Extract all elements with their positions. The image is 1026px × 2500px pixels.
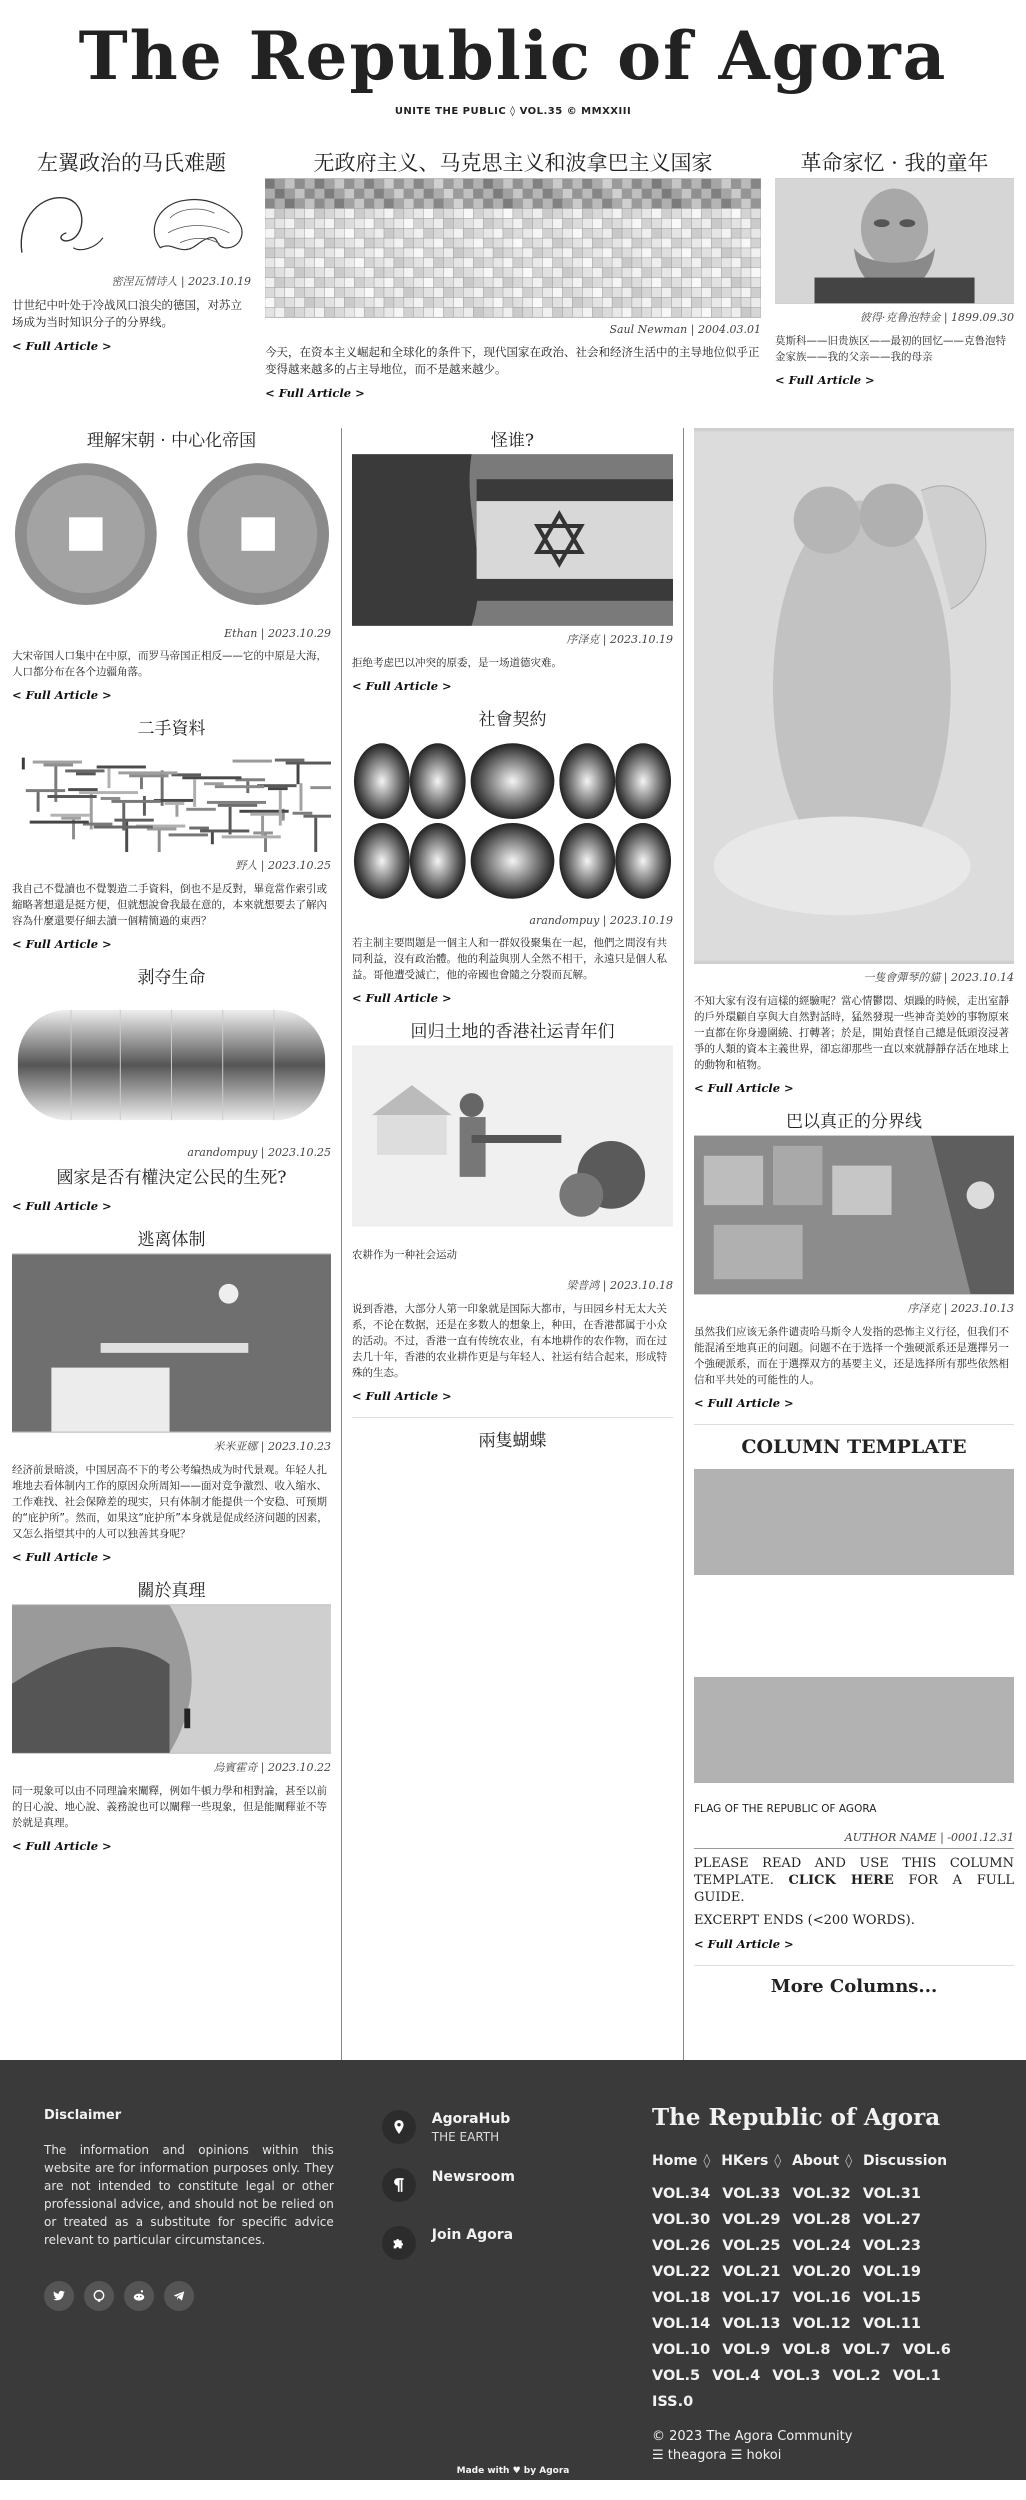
byline: Saul Newman | 2004.03.01 [609, 323, 761, 336]
date: 2023.10.19 [188, 275, 252, 288]
date: 2023.10.22 [268, 1761, 331, 1774]
author[interactable]: 序泽克 [566, 633, 600, 646]
twitter-icon[interactable] [44, 2281, 74, 2311]
article-two-butterflies [352, 1417, 673, 1454]
full-article-link[interactable]: < Full Article > [694, 1937, 794, 1951]
nav-discussion[interactable]: Discussion [863, 2153, 948, 2169]
link-title[interactable]: AgoraHub [431, 2111, 511, 2127]
image-caption: 农耕作为一种社会运动 [352, 1249, 457, 1261]
paragraph-icon [382, 2168, 416, 2202]
byline: 彼得·克鲁泡特金 | 1899.09.30 [859, 311, 1015, 324]
excerpt: 拒绝考虑巴以冲突的原委，是一场道德灾难。 [352, 657, 562, 669]
date: 2023.10.19 [610, 633, 673, 646]
excerpt: 虽然我们应该无条件谴责哈马斯令人发指的恐怖主义行径，但我们不能混淆至地真正的问题。问题不在于选择一个強硬派系还是選擇另一个強硬派系，而在于選擇双方的基要主义，还是选择所有那些依然相信和平共处的可能性的人。 [694, 1326, 1009, 1386]
city-street-photo [694, 1135, 1014, 1295]
link-subtitle: THE EARTH [431, 2130, 500, 2144]
volume-link[interactable]: VOL.10 [652, 2342, 711, 2358]
byline: 野人 | 2023.10.25 [235, 859, 331, 872]
newspaper-reader-image [12, 1253, 331, 1433]
masthead [0, 0, 1026, 148]
disclaimer-title: Disclaimer [44, 2108, 122, 2123]
disclaimer-text: The information and opinions within this website are for information purposes only. They are not intended to constitute legal or other professional advice, and should not be relied on or treated as a substitute for specific advice relevant to particular circumstances. [44, 2143, 334, 2247]
volume-link[interactable]: VOL.24 [792, 2238, 851, 2254]
site-title[interactable]: The Republic of Agora [78, 17, 948, 95]
volume-link[interactable]: VOL.26 [652, 2238, 711, 2254]
main-columns [0, 428, 1026, 2060]
article-column-template [694, 1424, 1014, 1951]
volume-link[interactable]: VOL.11 [862, 2316, 921, 2332]
volume-link[interactable]: VOL.6 [902, 2342, 951, 2358]
volume-link[interactable]: VOL.29 [722, 2212, 781, 2228]
author[interactable]: 梁普鸿 [566, 1279, 600, 1292]
article-title[interactable]: 剥夺生命 [137, 968, 206, 988]
full-article-link[interactable]: < Full Article > [774, 373, 875, 387]
article-title[interactable]: 國家是否有權決定公民的生死? [56, 1168, 287, 1188]
article-taking-life [12, 965, 331, 1213]
footer-nav [652, 2104, 982, 2480]
volume-link[interactable]: VOL.4 [712, 2368, 761, 2384]
article-title[interactable]: 无政府主义、马克思主义和波拿巴主义国家 [313, 151, 713, 175]
author[interactable]: 米米亚娜 [213, 1440, 258, 1453]
article-title[interactable]: 巴以真正的分界线 [786, 1112, 922, 1132]
volume-link[interactable]: VOL.17 [722, 2290, 781, 2306]
excerpt [694, 1848, 1014, 1906]
article-title[interactable]: 回归土地的香港社运青年们 [410, 1022, 615, 1042]
column-right [684, 428, 1018, 2060]
article-song-dynasty [12, 428, 331, 702]
footer-links [382, 2108, 652, 2480]
byline: 梁普鸿 | 2023.10.18 [566, 1279, 673, 1292]
author[interactable]: Ethan [224, 627, 258, 640]
volume-link[interactable]: VOL.13 [722, 2316, 781, 2332]
full-article-link[interactable]: < Full Article > [12, 339, 112, 353]
top-article-2 [263, 148, 763, 428]
volume-link[interactable]: VOL.3 [772, 2368, 821, 2384]
byline: 序泽克 | 2023.10.13 [907, 1302, 1014, 1315]
article-title[interactable]: 左翼政治的马氏难题 [37, 151, 227, 175]
separator: ◊ [774, 2153, 782, 2169]
volume-link[interactable]: VOL.5 [652, 2368, 701, 2384]
author[interactable]: 彼得·克鲁泡特金 [859, 311, 941, 324]
excerpt: 若主制主要問題是一個主人和一群奴役聚集在一起，他們之間沒有共同利益，沒有政治體。他的利益與別人全然不相干，永遠只是個人私益。哥他遭受滅亡，他的帝國也會隨之分裂而瓦解。 [352, 937, 667, 981]
article-title[interactable]: 關於真理 [137, 1581, 206, 1601]
author[interactable]: arandompuy [529, 914, 600, 927]
volume-links [652, 2181, 982, 2415]
volume-link[interactable]: VOL.19 [862, 2264, 921, 2280]
top-article-1 [10, 148, 253, 428]
excerpt-text: FOR A FULL GUIDE. [694, 1873, 1014, 1905]
byline: arandompuy | 2023.10.25 [187, 1146, 331, 1159]
footer-brand[interactable]: The Republic of Agora [652, 2104, 941, 2131]
nav-hkers[interactable]: HKers [721, 2153, 769, 2169]
user-links[interactable]: ☰ theagora ☰ hokoi [652, 2448, 782, 2463]
grid-mosaic-image [265, 178, 761, 318]
guide-link[interactable]: CLICK HERE [788, 1873, 894, 1888]
date: 2023.10.25 [268, 1146, 331, 1159]
excerpt: 大宋帝国人口集中在中原，而罗马帝国正相反——它的中原是大海，人口都分布在各个边疆角落。 [12, 650, 327, 678]
full-article-link[interactable]: < Full Article > [694, 1396, 794, 1410]
farmer-illustration [352, 1045, 673, 1227]
article-title[interactable]: 兩隻蝴蝶 [478, 1431, 547, 1451]
column-left [8, 428, 342, 2060]
date: -0001.12.31 [947, 1831, 1014, 1844]
column-middle [342, 428, 684, 2060]
excerpt: 同一現象可以由不同理論來闡釋，例如牛頓力學和相對論，甚至以前的日心說、地心說、義務說也可以闡釋一些現象，但是能闡釋並不等於就是真理。 [12, 1785, 327, 1829]
nav-home[interactable]: Home [652, 2153, 698, 2169]
link-title[interactable]: Newsroom [431, 2169, 516, 2185]
volume-link[interactable]: VOL.20 [792, 2264, 851, 2280]
article-title[interactable]: 革命家忆 · 我的童年 [800, 151, 989, 175]
full-article-link[interactable]: < Full Article > [352, 679, 452, 693]
byline: 米米亚娜 | 2023.10.23 [213, 1440, 331, 1453]
agorahub-link[interactable] [382, 2110, 652, 2144]
volume-link[interactable]: VOL.27 [862, 2212, 921, 2228]
volume-link[interactable]: VOL.32 [792, 2186, 851, 2202]
volume-link[interactable]: VOL.2 [832, 2368, 881, 2384]
nav-about[interactable]: About [792, 2153, 840, 2169]
volume-link[interactable]: VOL.7 [842, 2342, 891, 2358]
more-columns-link[interactable]: More Columns... [770, 1976, 938, 1997]
excerpt-end: EXCERPT ENDS (<200 WORDS). [694, 1913, 915, 1928]
social-links [44, 2281, 334, 2311]
volume-link[interactable]: VOL.12 [792, 2316, 851, 2332]
author[interactable]: 一隻會彈琴的貓 [863, 971, 941, 984]
telegram-icon[interactable] [164, 2281, 194, 2311]
volume-link[interactable]: VOL.31 [862, 2186, 921, 2202]
copyright: © 2023 The Agora Community [652, 2429, 853, 2444]
article-escape-system [12, 1227, 331, 1564]
author[interactable]: 烏賓霍奇 [213, 1761, 258, 1774]
volume-link[interactable]: VOL.23 [862, 2238, 921, 2254]
article-title[interactable]: 逃离体制 [137, 1230, 206, 1250]
puzzle-icon [382, 2226, 416, 2260]
article-secondhand [12, 716, 331, 951]
footer-disclaimer [44, 2108, 334, 2480]
author[interactable]: Saul Newman [609, 323, 688, 336]
volume-link[interactable]: VOL.30 [652, 2212, 711, 2228]
byline: 序泽克 | 2023.10.19 [566, 633, 673, 646]
volume-link[interactable]: VOL.15 [862, 2290, 921, 2306]
top-article-3 [773, 148, 1016, 428]
date: 2023.10.13 [951, 1302, 1014, 1315]
article-truth [12, 1578, 331, 1853]
newsroom-link[interactable] [382, 2168, 652, 2202]
article-title[interactable]: 怪谁? [490, 431, 535, 451]
full-article-link[interactable]: < Full Article > [352, 1389, 452, 1403]
author[interactable]: AUTHOR NAME [844, 1831, 937, 1844]
footer [0, 2060, 1026, 2480]
top-row [0, 148, 1026, 428]
full-article-link[interactable]: < Full Article > [265, 386, 365, 400]
volume-link[interactable]: VOL.16 [792, 2290, 851, 2306]
surreal-landscape-image [12, 1604, 331, 1754]
article-social-contract [352, 707, 673, 1005]
excerpt: 不知大家有沒有這樣的經驗呢？當心情鬱悶、煩躁的時候，走出室靜的戶外環顧自享與大自然對話時，猛然發現一些神奇美妙的事物原來一直都在你身邊圍繞、打轉著；於是，開始責怪自己總是低頭沒浸著爭的人類的資本主義世界，卻忘卻那些一直以來就靜靜存活在地球上的動物和植物。 [694, 995, 1009, 1071]
volume-link[interactable]: VOL.14 [652, 2316, 711, 2332]
date: 1899.09.30 [951, 311, 1015, 324]
volume-link[interactable]: VOL.25 [722, 2238, 781, 2254]
date: 2023.10.14 [951, 971, 1014, 984]
template-image-bottom [694, 1677, 1014, 1783]
flags-wall-image [352, 454, 673, 626]
join-agora-link[interactable] [382, 2226, 652, 2260]
full-article-link[interactable]: < Full Article > [12, 1839, 112, 1853]
volume-link[interactable]: VOL.8 [782, 2342, 831, 2358]
article-title[interactable]: 社會契約 [478, 710, 547, 730]
location-pin-icon [382, 2110, 416, 2144]
article-nature [694, 428, 1014, 1095]
date: 2023.10.25 [268, 859, 331, 872]
author[interactable]: 野人 [235, 859, 258, 872]
footer-nav-links [652, 2153, 982, 2169]
made-with-credit: Made with ♥ by Agora [456, 2466, 570, 2476]
byline: arandompuy | 2023.10.19 [529, 914, 673, 927]
volume-link[interactable]: ISS.0 [652, 2394, 694, 2410]
excerpt: 经济前景暗淡，中国居高不下的考公考编热成为时代景观。年轻人扎堆地去看体制内工作的原因众所周知——面对竞争激烈、收入缩水、工作难找、社会保障差的现实，只有体制才能提供一个安稳、可预期的“庇护所”。然而，如果这“庇护所”本身就是促成经济问题的因素，又怎么指望其中的人可以独善其身呢？ [12, 1464, 328, 1540]
volume-link[interactable]: VOL.1 [892, 2368, 941, 2384]
date: 2023.10.19 [610, 914, 673, 927]
article-title[interactable]: 理解宋朝 · 中心化帝国 [86, 431, 257, 451]
excerpt: 廿世纪中叶处于冷战风口浪尖的德国，对苏立场成为当时知识分子的分界线。 [12, 298, 242, 329]
article-who-to-blame [352, 428, 673, 693]
excerpt: 说到香港，大部分人第一印象就是国际大都市，与田园乡村无太大关系，不论在数据，还是在多数人的想象上，种田，在香港都属于小众的活动。不过，香港一直有传统农业，有本地耕作的农作物，而在过去几十年，香港的农业耕作更是与年轻人、社运有结合起来，形成特殊的生态。 [352, 1303, 667, 1379]
date: 2023.10.18 [610, 1279, 673, 1292]
kropotkin-portrait [775, 178, 1014, 304]
byline: 一隻會彈琴的貓 | 2023.10.14 [863, 971, 1014, 984]
date: 2023.10.29 [268, 627, 331, 640]
author[interactable]: 密涅瓦情诗人 [111, 275, 178, 288]
separator: ◊ [845, 2153, 853, 2169]
author[interactable]: 序泽克 [907, 1302, 941, 1315]
volume-link[interactable]: VOL.18 [652, 2290, 711, 2306]
volume-link[interactable]: VOL.22 [652, 2264, 711, 2280]
link-title[interactable]: Join Agora [431, 2227, 514, 2243]
excerpt: 我自己不覺讀也不覺製造二手資料，倒也不是反對，畢竟當作索引或縮略著想還是挺方便，但就想說會我最在意的，本來就想要去了解內容為什麼還要仔細去讀一個精簡過的東西？ [12, 883, 327, 927]
byline: Ethan | 2023.10.29 [224, 627, 331, 640]
full-article-link[interactable]: < Full Article > [352, 991, 452, 1005]
article-real-border [694, 1109, 1014, 1410]
article-title[interactable]: 二手資料 [137, 719, 206, 739]
more-columns [694, 1965, 1014, 2002]
ancient-coins-image [12, 454, 331, 622]
github-icon[interactable] [84, 2281, 114, 2311]
byline: 烏賓霍奇 | 2023.10.22 [213, 1761, 331, 1774]
article-hk-farming [352, 1019, 673, 1403]
excerpt: 莫斯科——旧贵族区——最初的回忆——克鲁泡特金家族——我的父亲——我的母亲 [774, 335, 1006, 363]
volume-link[interactable]: VOL.33 [722, 2186, 781, 2202]
separator: ◊ [703, 2153, 711, 2169]
full-article-link[interactable]: < Full Article > [694, 1081, 794, 1095]
template-image-middle [694, 1575, 1014, 1677]
volume-link[interactable]: VOL.28 [792, 2212, 851, 2228]
full-article-link[interactable]: < Full Article > [12, 688, 112, 702]
abstract-bars-image [12, 742, 331, 852]
excerpt: 今天，在资本主义崛起和全球化的条件下，现代国家在政治、社会和经济生活中的主导地位似乎正变得越来越多的占主导地位，而不是越来越少。 [265, 345, 760, 376]
article-title[interactable]: COLUMN TEMPLATE [741, 1436, 967, 1458]
volume-link[interactable]: VOL.34 [652, 2186, 711, 2202]
cherubs-painting [694, 428, 1014, 964]
full-article-link[interactable]: < Full Article > [12, 1550, 112, 1564]
full-article-link[interactable]: < Full Article > [12, 937, 112, 951]
volume-link[interactable]: VOL.9 [722, 2342, 771, 2358]
full-article-link[interactable]: < Full Article > [12, 1199, 112, 1213]
radial-petals-image [352, 733, 673, 909]
marx-hair-illustration [12, 178, 251, 268]
byline: AUTHOR NAME | -0001.12.31 [844, 1831, 1014, 1844]
date: 2023.10.23 [268, 1440, 331, 1453]
reddit-icon[interactable] [124, 2281, 154, 2311]
author[interactable]: arandompuy [187, 1146, 258, 1159]
template-image-top [694, 1469, 1014, 1575]
site-subtitle: UNITE THE PUBLIC ◊ VOL.35 © MMXXIII [394, 106, 632, 117]
volume-link[interactable]: VOL.21 [722, 2264, 781, 2280]
gradient-pods-image [12, 991, 331, 1141]
image-caption: FLAG OF THE REPUBLIC OF AGORA [694, 1803, 877, 1815]
excerpt-text: PLEASE READ AND USE THIS COLUMN TEMPLATE. [694, 1856, 1014, 1888]
date: 2004.03.01 [697, 323, 761, 336]
byline: 密涅瓦情诗人 | 2023.10.19 [111, 275, 252, 288]
